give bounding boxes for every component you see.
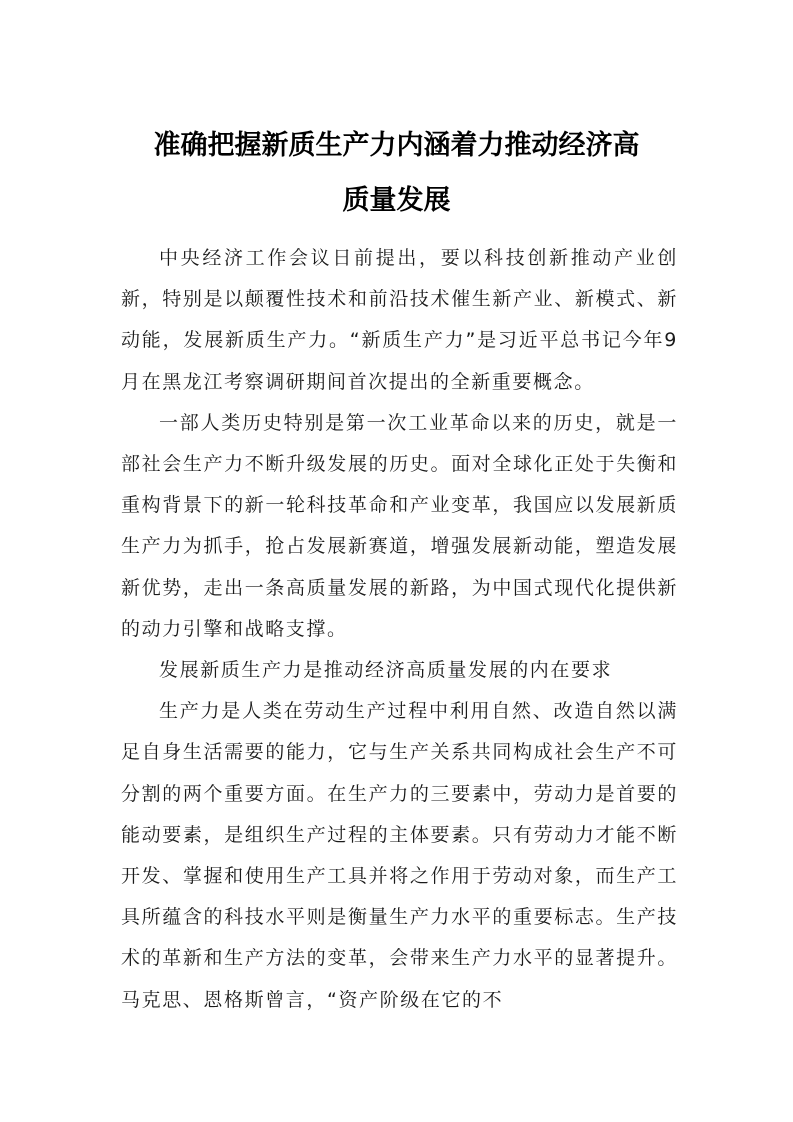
paragraph-2: 一部人类历史特别是第一次工业革命以来的历史，就是一部社会生产力不断升级发展的历史。面对全球化正处于失衡和重构背景下的新一轮科技革命和产业变革，我国应以发展新质生产力为抓手，抢占发展新赛道，增强发展新动能，塑造发展新优势，走出一条高质量发展的新路，为中国式现代化提供新的动力引擎和战略支撑。 [121,411,678,640]
section-heading: 发展新质生产力是推动经济高质量发展的内在要求 [159,659,613,682]
paragraph-1: 中央经济工作会议日前提出，要以科技创新推动产业创新，特别是以颠覆性技术和前沿技术催生新产业、新模式、新动能，发展新质生产力。“新质生产力”是习近平总书记今年9月在黑龙江考察调研期间首次提出的全新重要概念。 [121,247,678,393]
document-title [100,118,693,228]
title-line-1: 准确把握新质生产力内涵着力推动经济高 [153,130,640,161]
paragraph-3: 生产力是人类在劳动生产过程中利用自然、改造自然以满足自身生活需要的能力，它与生产关系共同构成社会生产不可分割的两个重要方面。在生产力的三要素中，劳动力是首要的能动要素，是组织生产过程的主体要素。只有劳动力才能不断开发、掌握和使用生产工具并将之作用于劳动对象，而生产工具所蕴含的科技水平则是衡量生产力水平的重要标志。生产技术的革新和生产方法的变革，会带来生产力水平的显著提升。马克思、恩格斯曾言，“资产阶级在它的不 [121,700,678,1011]
title-line-2: 质量发展 [342,185,451,216]
document-body [121,238,678,1021]
